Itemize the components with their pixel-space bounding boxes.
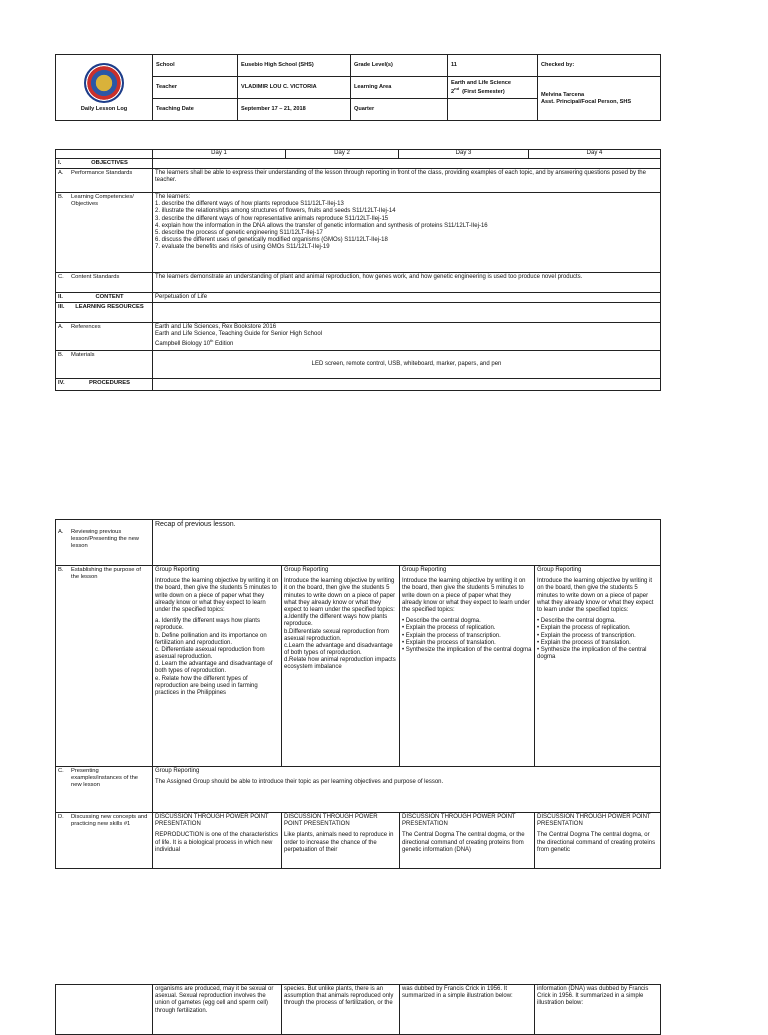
continuation-label-empty [56, 985, 153, 1035]
quarter-rest: (First Semester) [459, 88, 505, 95]
quarter-sup: nd [454, 85, 460, 91]
continuation-table [55, 984, 661, 1035]
presenting-text: Group Reporting The Assigned Group should be able to introduce their topic as per learning objectives and purpose of lesson. [153, 767, 661, 813]
discussing-day-1: DISCUSSION THROUGH POWER POINT PRESENTATION REPRODUCTION is one of the characteristics of life. It is a biological process in which new individual [153, 813, 282, 869]
objectives-empty [153, 159, 661, 169]
establishing-label: B. Establishing the purpose of the lesson [56, 566, 153, 767]
content-heading: II. CONTENT [56, 292, 153, 302]
perf-standards-label: A. Performance Standards [56, 168, 153, 192]
presenting-label: C. Presenting examples/instances of the new lesson [56, 767, 153, 813]
teacher-value: VLADIMIR LOU C. VICTORIA [238, 77, 351, 99]
area-value [448, 77, 538, 99]
grade-label: Grade Level(s) [351, 55, 448, 77]
learning-resources-empty [153, 303, 661, 323]
perf-standards-text: The learners shall be able to express their understanding of the lesson through reporting in front of the class, providing examples of each topic, and by answering questions posed by the teacher. [153, 168, 661, 192]
reference-line-campbell: Campbell Biology 10th Edition [155, 337, 234, 347]
competency-line: 7. evaluate the benefits and risks of using GMOs S11/12LT-IIej-19 [155, 244, 330, 251]
quarter-label: Quarter [351, 99, 448, 121]
competency-line: 4. explain how the information in the DNA allows the transfer of genetic information and synthesis of proteins S11/12LT-IIej-16 [155, 222, 488, 229]
checker-name: Melvina Tarcena [541, 91, 585, 98]
day-header-row [56, 150, 661, 159]
establishing-day-2: Group Reporting Introduce the learning objective by writing it on the board, then give the students 5 minutes to write down on a piece of paper what they already know or what they expect to learn under the specified topics: a.Identify the different ways how plants reproduce. b.Differentiate sexual reproduction from asexual reproduction. c.Learn the advantage and disadvantage of both types of reproduction. d.Relate how animal reproduction impacts ecosystem imbalance [282, 566, 400, 767]
discussing-label: D. Discussing new concepts and practicing new skills #1 [56, 813, 153, 869]
day-1-header: Day 1 [153, 150, 286, 159]
content-standards-label: C. Content Standards [56, 272, 153, 292]
quarter-value [451, 87, 534, 96]
checker-cell [538, 77, 661, 121]
content-standards-text: The learners demonstrate an understanding of plant and animal reproduction, how genes work, and how genetic engineering is used too produce novel products. [153, 272, 661, 292]
logo-cell [56, 55, 153, 121]
procedures-heading: IV. PROCEDURES [56, 379, 153, 391]
reviewing-text: Recap of previous lesson. [153, 520, 661, 566]
corner-cell [56, 150, 153, 159]
day-3-header: Day 3 [399, 150, 529, 159]
teacher-label: Teacher [153, 77, 238, 99]
area-text: Earth and Life Science [451, 79, 511, 86]
continuation-day-3: was dubbed by Francis Crick in 1956. It summarized in a simple illustration below: [400, 985, 535, 1035]
establishing-day-4: Group Reporting Introduce the learning objective by writing it on the board, then give the students 5 minutes to write down on a piece of paper what they already know or what they expect to learn under the specified topics: • Describe the central dogma. • Explain the process of replication. • Explain the process of transcription. • Explain the process of translation. • Synthesize the implication of the central dogma [535, 566, 661, 767]
competency-line: The learners: [155, 193, 191, 200]
school-label: School [153, 55, 238, 77]
procedures-table [55, 519, 661, 869]
discussing-day-3: DISCUSSION THROUGH POWER POINT PRESENTATION The Central Dogma The central dogma, or the directional command of creating proteins from genetic information (DNA) [400, 813, 535, 869]
competency-line: 1. describe the different ways of how plants reproduce S11/12LT-IIej-13 [155, 201, 344, 208]
grade-value: 11 [448, 55, 538, 77]
date-label: Teaching Date [153, 99, 238, 121]
references-label: A. References [56, 323, 153, 351]
materials-value: LED screen, remote control, USB, whiteboard, marker, papers, and pen [311, 361, 502, 368]
log-title: Daily Lesson Log [80, 105, 128, 112]
references-text [153, 323, 661, 351]
date-value: September 17 – 21, 2018 [238, 99, 351, 121]
content-text: Perpetuation of Life [153, 292, 661, 302]
learning-resources-heading: III. LEARNING RESOURCES [56, 303, 153, 323]
materials-label: B. Materials [56, 351, 153, 379]
school-value: Eusebio High School (SHS) [238, 55, 351, 77]
continuation-day-2: species. But unlike plants, there is an assumption that animals reproduced only through the process of fertilization, or the [282, 985, 400, 1035]
reference-line: Earth and Life Science, Teaching Guide for Senior High School [155, 331, 322, 338]
school-seal-logo [84, 63, 124, 103]
day-2-header: Day 2 [286, 150, 399, 159]
objectives-table [55, 149, 661, 391]
day-4-header: Day 4 [529, 150, 661, 159]
discussing-day-4: DISCUSSION THROUGH POWER POINT PRESENTATION The Central Dogma The central dogma, or the directional command of creating proteins from genetic [535, 813, 661, 869]
header-table [55, 54, 661, 121]
quarter-empty [448, 99, 538, 121]
establishing-day-1: Group Reporting Introduce the learning objective by writing it on the board, then give the students 5 minutes to write down on a piece of paper what they already know or what they expect to learn under the specified topics: a. Identify the different ways how plants reproduce. b. Define pollination and its importance on fertilization and reproduction. c. Differentiate asexual reproduction from asexual reproduction. d. Learn the advantage and disadvantage of both types of reproduction. e. Relate how the different types of reproduction are being used in farming practices in the Philippines [153, 566, 282, 767]
competencies-text [153, 192, 661, 272]
competencies-label: B. Learning Competencies/ Objectives [56, 192, 153, 272]
continuation-day-4: information (DNA) was dubbed by Francis Crick in 1956. It summarized in a simple illustration below: [535, 985, 661, 1035]
checked-label: Checked by: [538, 55, 661, 77]
materials-text [153, 351, 661, 379]
area-label: Learning Area [351, 77, 448, 99]
competency-line: 2. illustrate the relationships among structures of flowers, fruits and seeds S11/12LT-IIej-14 [155, 208, 396, 215]
objectives-heading: I. OBJECTIVES [56, 159, 153, 169]
competency-line: 6. discuss the different uses of genetically modified organisms (GMOs) S11/12LT-IIej-18 [155, 237, 388, 244]
discussing-day-2: DISCUSSION THROUGH POWER POINT PRESENTATION Like plants, animals need to reproduce in order to increase the chance of the perpetuation of their [282, 813, 400, 869]
continuation-day-1: organisms are produced, may it be sexual or asexual. Sexual reproduction involves the union of gametes (egg cell and sperm cell) through fertilization. [153, 985, 282, 1035]
checker-role: Asst. Principal/Focal Person, SHS [541, 98, 632, 105]
reviewing-label: A. Reviewing previous lesson/Presenting the new lesson [56, 520, 153, 566]
quarter-num: 2 [451, 88, 455, 95]
reference-line: Earth and Life Sciences, Rex Bookstore 2016 [155, 324, 277, 331]
competency-line: 5. describe the process of genetic engineering S11/12LT-IIej-17 [155, 229, 323, 236]
procedures-empty [153, 379, 661, 391]
establishing-day-3: Group Reporting Introduce the learning objective by writing it on the board, then give the students 5 minutes to write down on a piece of paper what they already know or what they expect to learn under the specified topics: • Describe the central dogma. • Explain the process of replication. • Explain the process of transcription. • Explain the process of translation. • Synthesize the implication of the central dogma [400, 566, 535, 767]
competency-line: 3. describe the different ways of how representative animals reproduce S11/12LT-IIej-15 [155, 215, 389, 222]
